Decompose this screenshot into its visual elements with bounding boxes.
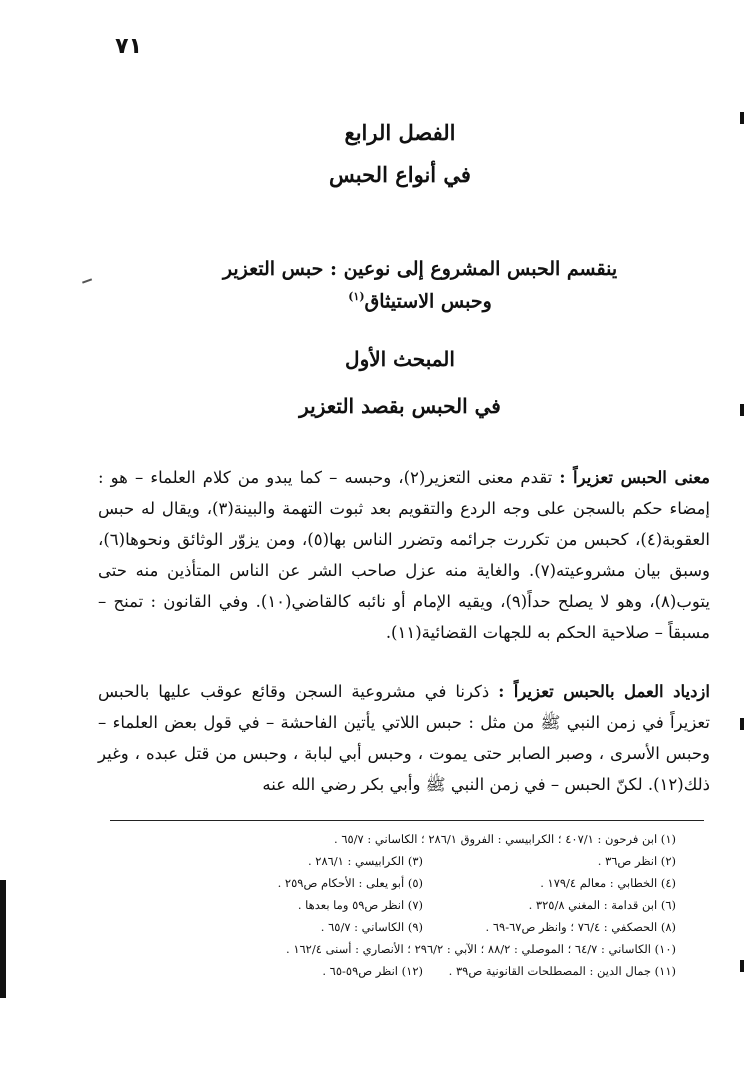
- footnote: (٣) الكرابيسي : ٢٨٦/١ .: [307, 854, 423, 868]
- footnote: (١١) جمال الدين : المصطلحات القانونية ص٣٩ .: [448, 964, 676, 978]
- paragraph-lead: ازدياد العمل بالحبس تعزيراً :: [498, 682, 710, 701]
- footnote-row: [170, 828, 676, 850]
- footnote: (٩) الكاساني : ٦٥/٧ .: [320, 920, 423, 934]
- footnote: (٤) الخطابي : معالم ١٧٩/٤ .: [540, 876, 676, 890]
- footnote-row: [170, 872, 676, 894]
- scan-mark: [740, 960, 744, 972]
- scan-mark: [740, 718, 744, 730]
- scan-mark: [82, 278, 92, 283]
- footnote: (٥) أبو يعلى : الأحكام ص٢٥٩ .: [277, 876, 423, 890]
- footnote-row: [170, 894, 676, 916]
- footnote: (٢) انظر ص٣٦ .: [597, 854, 676, 868]
- footnote-row: [170, 938, 676, 960]
- paragraph-increase-of-detention: [98, 676, 710, 810]
- footnote-row: [170, 960, 676, 982]
- scan-edge-shadow: [0, 880, 6, 998]
- paragraph-lead: معنى الحبس تعزيراً :: [559, 468, 710, 487]
- paragraph-meaning-of-detention: [98, 462, 710, 658]
- footnote-row: [170, 850, 676, 872]
- footnote-row: [170, 916, 676, 938]
- chapter-subtitle: في أنواع الحبس: [329, 162, 471, 187]
- footnote: (٨) الحصكفي : ٧٦/٤ ؛ وانظر ص٦٧-٦٩ .: [485, 920, 676, 934]
- scan-mark: [740, 112, 744, 124]
- section-title: المبحث الأول: [345, 347, 455, 371]
- page-number: ٧١: [115, 34, 142, 59]
- footnote: (١٢) انظر ص٥٩-٦٥ .: [322, 964, 423, 978]
- footnote-divider: [110, 820, 704, 821]
- chapter-title: الفصل الرابع: [344, 120, 456, 145]
- footnote-ref: (١): [348, 290, 365, 303]
- footnote: (١) ابن فرحون : ٤٠٧/١ ؛ الكرابيسي : الفروق ٢٨٦/١ ؛ الكاساني : ٦٥/٧ .: [334, 832, 676, 846]
- division-heading-text: وحبس الاستيثاق: [364, 290, 492, 313]
- scan-mark: [740, 404, 744, 416]
- footnotes: [170, 828, 676, 982]
- division-heading-line-1: ينقسم الحبس المشروع إلى نوعين : حبس التعزير: [222, 258, 618, 280]
- paragraph-text: ذكرنا في مشروعية السجن وقائع عوقب عليها بالحبس تعزيراً في زمن النبي ﷺ من مثل : حبس اللاتي يأتين الفاحشة – في قول بعض العلماء – وحبس الأسرى ، وصبر الصابر حتى يموت ، وحبس أبي لبابة ، وحبس من قتل عبده ، وغير ذلك(١٢). لكنّ الحبس – في زمن النبي ﷺ وأبي بكر رضي الله عنه: [98, 682, 710, 794]
- section-subtitle: في الحبس بقصد التعزير: [299, 394, 501, 418]
- footnote: (١٠) الكاساني : ٦٤/٧ ؛ الموصلي : ٨٨/٢ ؛ الآبي : ٢٩٦/٢ ؛ الأنصاري : أسنى ١٦٢/٤ .: [286, 942, 676, 956]
- paragraph-text: تقدم معنى التعزير(٢)، وحبسه – كما يبدو من كلام العلماء – هو : إمضاء حكم بالسجن على وجه الردع والتقويم بعد ثبوت التهمة والبينة(٣)، ويقال له حبس العقوبة(٤)، كحبس من تكررت جرائمه وتضرر الناس بها(٥)، ومن يزوّر الوثائق ونحوها(٦)، وسبق بيان مشروعيته(٧). والغاية منه عزل صاحب الشر عن الناس المتأذين منه حتى يتوب(٨)، وهو لا يصلح حداً(٩)، ويقيه الإمام أو نائبه كالقاضي(١٠). وفي القانون : تمنح – مسبقاً – صلاحية الحكم به للجهات القضائية(١١).: [98, 468, 711, 642]
- footnote: (٧) انظر ص٥٩ وما بعدها .: [297, 898, 423, 912]
- footnote: (٦) ابن قدامة : المغني ٣٢٥/٨ .: [528, 898, 676, 912]
- division-heading-line-2: [170, 290, 670, 312]
